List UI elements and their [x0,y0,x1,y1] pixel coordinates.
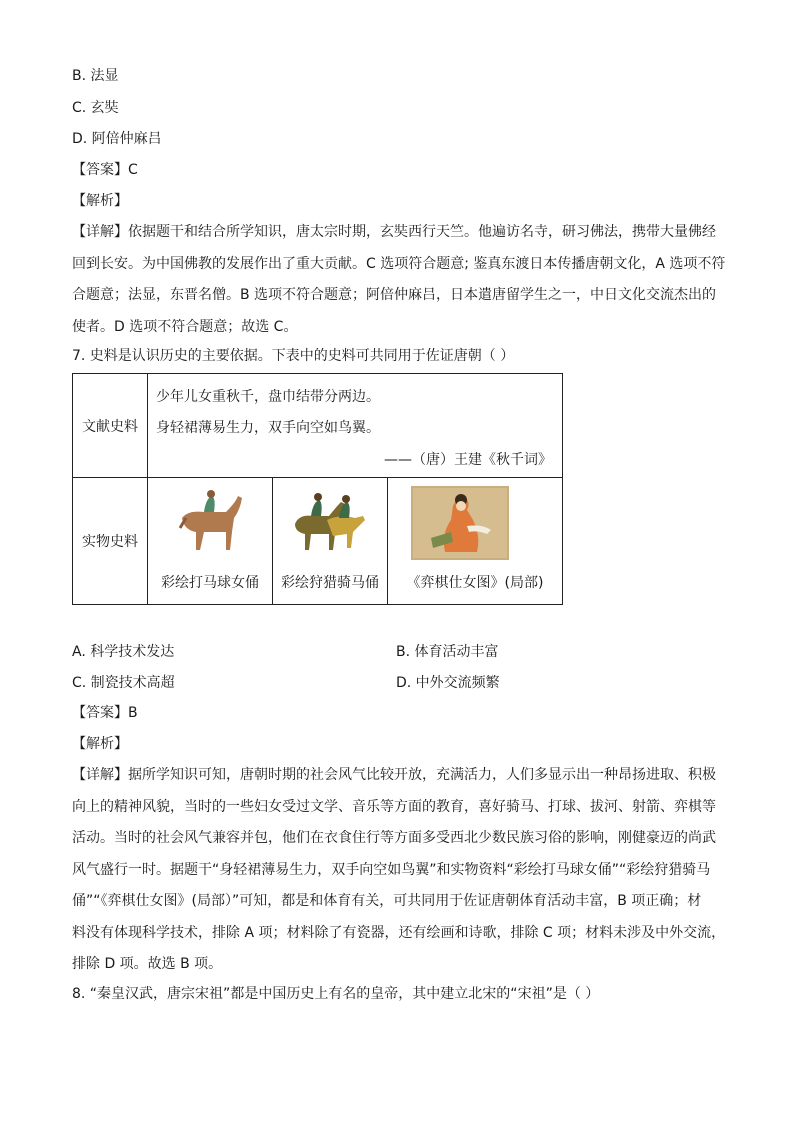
detail-line: 回到长安。为中国佛教的发展作出了重大贡献。C 选项符合题意; 鉴真东渡日本传播唐朝文化，A 选项不符 [72,255,726,272]
option-a: A. 科学技术发达 [72,644,175,660]
source-table [72,373,563,605]
detail-line: 活动。当时的社会风气兼容并包，他们在衣食住行等方面多受西北少数民族习俗的影响，刚健豪迈的尚武 [72,830,716,846]
q8-stem: 8. “秦皇汉武，唐宗宋祖”都是中国历史上有名的皇帝，其中建立北宋的“宋祖”是（ ） [72,986,600,1002]
q7-stem: 7. 史料是认识历史的主要依据。下表中的史料可共同用于佐证唐朝（ ） [72,348,515,364]
row-label-documents: 文献史料 [73,374,148,478]
artifact-caption: 彩绘狩猎骑马俑 [281,575,379,591]
detail-line: 使者。D 选项不符合题意；故选 C。 [72,318,298,335]
option-b: B. 法显 [72,68,119,84]
poem-cell [148,374,563,478]
option-b: B. 体育活动丰富 [396,644,499,660]
q7-detail [72,760,726,981]
option-c: C. 玄奘 [72,100,119,116]
detail-line: 向上的精神风貌，当时的一些妇女受过文学、音乐等方面的教育，喜好骑马、打球、拔河、射箭、弈棋等 [72,798,716,815]
detail-line: 风气盛行一时。据题干“身轻裙薄易生力，双手向空如鸟翼”和实物资料“彩绘打马球女俑”“彩绘狩猎骑马 [72,861,711,878]
option-c: C. 制瓷技术高超 [72,675,175,691]
detail-line: 料没有体现科学技术，排除 A 项；材料除了有瓷器，还有绘画和诗歌，排除 C 项；材料未涉及中外交流， [72,924,726,941]
polo-horse-image [174,488,246,558]
artifact-caption: 《弈棋仕女图》(局部) [406,575,544,591]
answer-label: 【答案】C [72,162,138,178]
detail-line: 排除 D 项。故选 B 项。 [72,956,223,972]
detail-line: 【详解】依据题干和结合所学知识，唐太宗时期，玄奘西行天竺。他遍访名寺，研习佛法，携带大量佛经 [72,224,716,240]
chess-lady-painting-image [411,486,509,560]
analysis-label: 【解析】 [72,736,128,752]
artifact-polo-figure [148,478,273,605]
detail-line: 【详解】据所学知识可知，唐朝时期的社会风气比较开放，充满活力，人们多显示出一种昂扬进取、积极 [72,767,716,783]
artifact-painting [388,478,563,605]
q6-detail [72,217,726,343]
detail-line: 俑”“《弈棋仕女图》(局部）”可知，都是和体育有关，可共同用于佐证唐朝体育活动丰富，B 项正确；材 [72,893,702,909]
hunting-horse-image [289,486,369,558]
detail-line: 合题意；法显，东晋名僧。B 选项不符合题意；阿倍仲麻吕，日本遣唐留学生之一，中日文化交流杰出的 [72,287,717,303]
artifact-caption: 彩绘打马球女俑 [161,575,259,591]
option-d: D. 中外交流频繁 [396,675,500,691]
option-d: D. 阿倍仲麻吕 [72,131,162,147]
poem-attribution: ——（唐）王建《秋千词》 [384,452,552,468]
row-label-artifacts: 实物史料 [73,478,148,605]
answer-label: 【答案】B [72,705,138,721]
poem-line: 少年儿女重秋千，盘巾结带分两边。 [156,389,380,405]
poem-line: 身轻裙薄易生力，双手向空如鸟翼。 [156,420,380,436]
artifact-hunting-figure [273,478,388,605]
analysis-label: 【解析】 [72,193,128,209]
